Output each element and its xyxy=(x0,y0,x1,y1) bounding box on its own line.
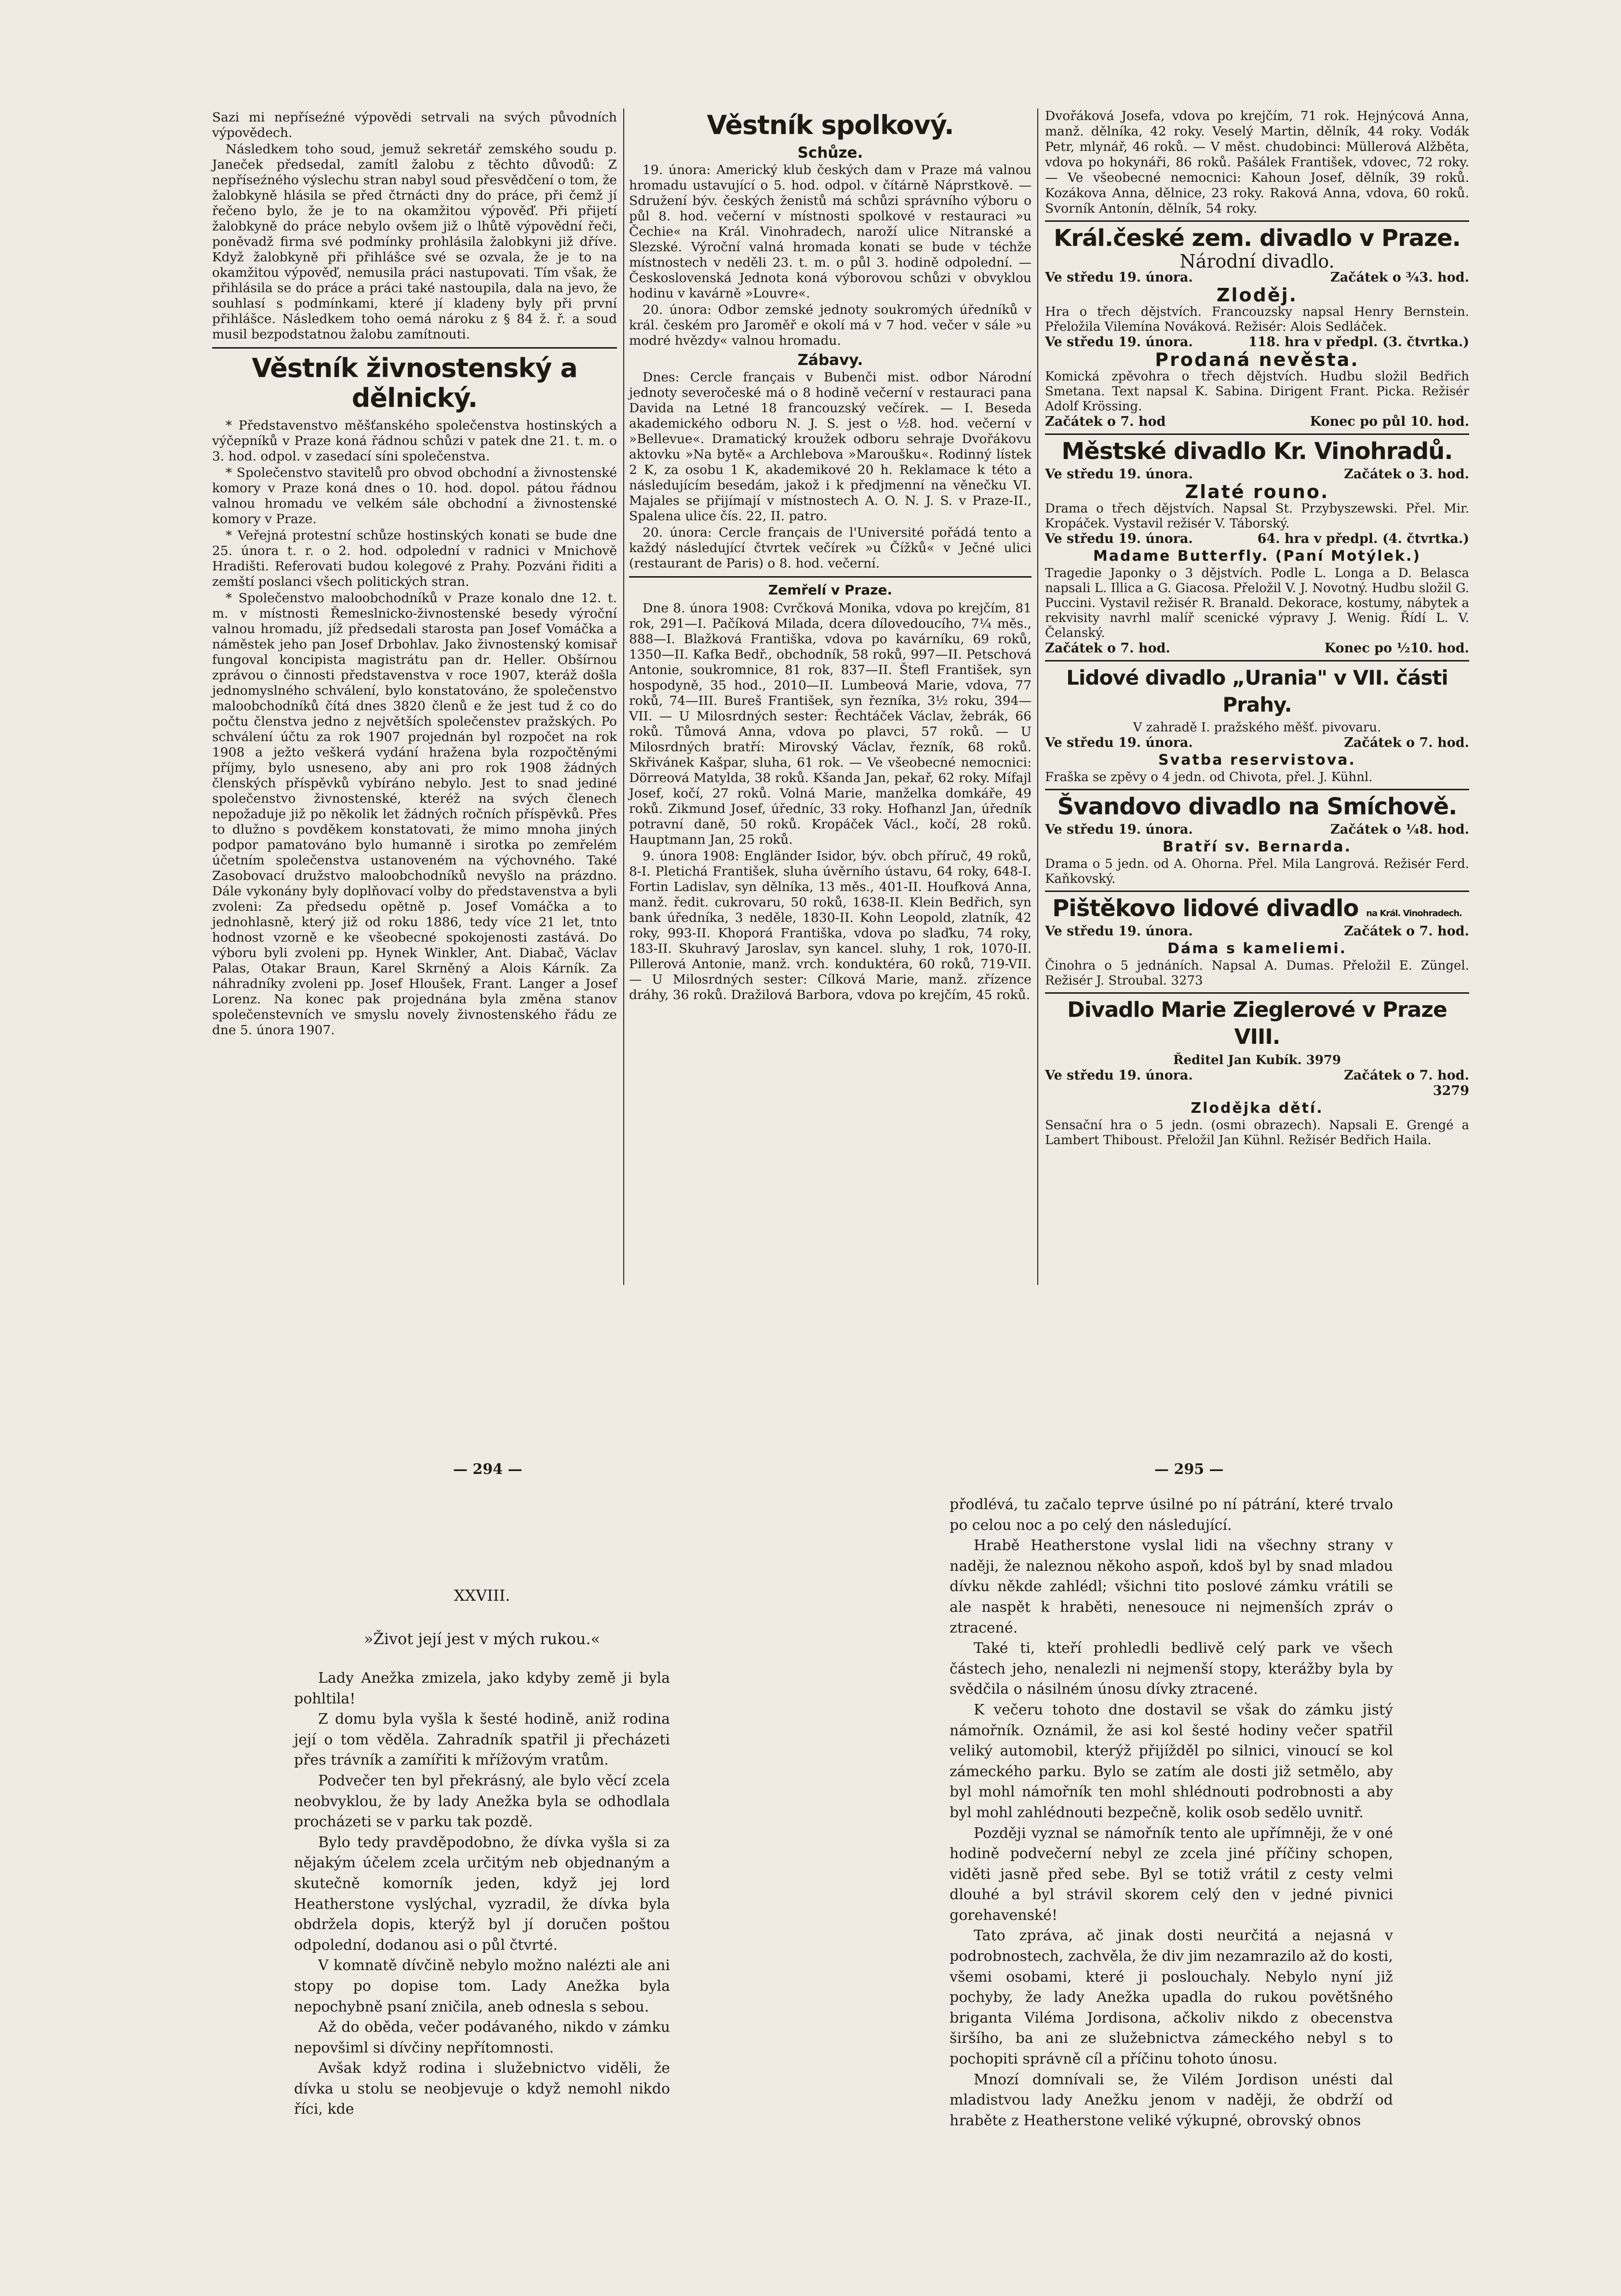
deaths-continued: Dvořáková Josefa, vdova po krejčím, 71 rok. Hejnýcová Anna, manž. dělníka, 42 roky. Veselý Martin, dělník, 44 roky. Vodák Petr, mlynář, 46 roků. — V měst. chudobinci: Müllerová Alžběta, vdova po hokynáři, 86 roků. Pašálek František, vdovec, 72 roky. — Ve všeobecné nemocnici: Kahoun Josef, dělník, 39 roků. Kozákova Anna, dělnice, 23 roky. Raková Anna, vdova, 60 roků. Svorník Antonín, dělník, 54 roky. xyxy=(1045,108,1469,216)
trade-item: * Veřejná protestní schůze hostinských konati se bude dne 25. února t. r. o 2. hod. odpolední v radnici v Mnichově Hradišti. Referovati budou kolegové z Prahy. Pozváni řiditi a zemští poslanci všech politických stran. xyxy=(212,528,617,589)
theatre-heading: Švandovo divadlo na Smíchově. xyxy=(1045,789,1469,820)
story-paragraph: Tato zpráva, ač jinak dosti neurčitá a nejasná v podrobnostech, zachvěla, že div jim nezamrazilo až do kosti, všemi osobami, které ji poslouchaly. Nebylo nyní již pochyby, že lady Anežka upadla do rukou povětšného briganta Viléma Jordisona, ačkoliv nikdo z obecenstva širšího, ba ani ze služebnictva zámeckého nebyl s to pochopiti správně cíl a příčinu tohoto únosu. xyxy=(950,1927,1393,2068)
theatre-ziegler xyxy=(1045,992,1469,1148)
story-right-column xyxy=(950,1495,1393,2129)
page-number-right: — 295 — xyxy=(1154,1461,1224,1478)
play-description: Drama o třech dějstvích. Napsal St. Przybyszewski. Přel. Mir. Kropáček. Vystavil režisér V. Táborský. xyxy=(1045,501,1469,531)
end-time: Konec po ½10. hod. xyxy=(1324,641,1469,656)
theatre-heading: Městské divadlo Kr. Vinohradů. xyxy=(1045,433,1469,465)
start-time: Začátek o 7. hod. xyxy=(1344,1068,1469,1083)
start-time: Začátek o 7. hod. xyxy=(1045,641,1170,656)
start-time: Začátek o 7. hod. xyxy=(1344,735,1469,750)
story-paragraph: Bylo tedy pravděpodobno, že dívka vyšla si za nějakým účelem zcela určitým neb objednaným a skutečně komorník jeden, když jej lord Heatherstone vyslýchal, vyzradil, že dívka byla obdržela dopis, kterýž byl jí doručen poštou odpolední, dodanou asi o půl čtvrté. xyxy=(294,1834,670,1954)
date: Ve středu 19. února. xyxy=(1045,467,1193,482)
section-title-clubs: Věstník spolkový. xyxy=(707,110,954,140)
end-time: Konec po půl 10. hod. xyxy=(1310,414,1469,429)
section-title-trade: Věstník živnostenský a dělnický. xyxy=(252,353,577,413)
play-description: Sensační hra o 5 jedn. (osmi obrazech). Napsali E. Grengé a Lambert Thiboust. Přeložil Jan Kühnl. Režisér Bedřich Haila. xyxy=(1045,1118,1469,1148)
theatre-urania xyxy=(1045,660,1469,785)
date: Ve středu 19. února. xyxy=(1045,1068,1193,1083)
start-time: Začátek o ¾3. hod. xyxy=(1330,270,1469,285)
deaths-list: Dne 8. února 1908: Cvrčková Monika, vdova po krejčím, 81 rok, 291—I. Pačíková Milada, dcera dílovedoucího, 7¼ měs., 888—I. Blažková Františka, vdova po kavárníku, 69 roků, 1350—II. Kafka Bedř., obchodník, 58 roků, 997—II. Petschová Antonie, soukromnice, 81 rok, 837—II. Štefl František, syn hospodyně, 35 hod., 2010—II. Lumbeová Marie, vdova, 77 roků, 74—III. Bureš František, syn řezníka, 3½ roku, 394—VII. — U Milosrdných sester: Řechtáček Václav, žebrák, 66 roků. Tůmová Anna, vdova po plavci, 57 roků. — U Milosrdných bratří: Mirovský Václav, řezník, 68 roků. Skřivánek Kašpar, sluha, 61 rok. — Ve všeobecné nemocnici: Dörreová Matylda, 38 roků. Kšanda Jan, pekař, 62 roky. Mífajl Josef, kočí, 27 roků. Volná Marie, manželka domkáře, 49 roků. Zikmund Josef, úředníc, 33 roky. Hofhanzl Jan, úředník potravní daně, 50 roků. Kropáček Václ., kočí, 28 roků. Hauptmann Jan, 25 roků. xyxy=(629,601,1032,847)
story-paragraph: Avšak když rodina i služebnictvo viděli, že dívka u stolu se neobjevuje o když nemohl nikdo říci, kde xyxy=(294,2060,670,2118)
play-description: Tragedie Japonky o 3 dějstvích. Podle L. Longa a D. Belasca napsali L. Illica a G. Giacosa. Přeložil V. J. Novotný. Hudbu složil G. Puccini. Vystavil režisér R. Branald. Dekorace, kostumy, nábytek a rekvisity navrhl malíř scenické výpravy J. Wenig. Řídí L. V. Čelanský. xyxy=(1045,566,1469,640)
trade-item: * Představenstvo měšťanského společenstva hostinských a výčepníků v Praze koná řádnou schůzi v patek dne 21. t. m. o 3. hod. odpol. v zasedací síni společenstva. xyxy=(212,418,617,464)
director-line: Ředitel Jan Kubík. 3979 xyxy=(1173,1053,1341,1067)
play-title: Zloděj. xyxy=(1216,284,1298,306)
play-title: Dáma s kameliemi. xyxy=(1167,940,1347,957)
play-description: Komická zpěvohra o třech dějstvích. Hudbu složil Bedřich Smetana. Text napsal K. Sabina. Dirigent Frant. Picka. Režisér Adolf Krössing. xyxy=(1045,369,1469,414)
entertainment-item: Dnes: Cercle français v Bubenči mist. odbor Národní jednoty severočeské má o 8 hodině večerní v restauraci pana Davida na Letné 18 francouzský večírek. — I. Beseda akademického odboru N. J. S. jest o ½8. hod. večerní v »Bellevue«. Dramatický kroužek odboru sehraje Dvořákovu aktovku »Na bytě« a Archlebova »Maroušku«. Rodinný lístek 2 K, za osobu 1 K, akademikové 20 h. Reklamace k této a následujícím besedám, jakož i k předjmenní na věnečku VI. Majales se přijímají v místnostech A. O. N. J. S. v Praze-II., Spalena ulice čís. 22, II. patro. xyxy=(629,370,1032,524)
theatre-heading: Divadlo Marie Zieglerové v Praze VIII. xyxy=(1045,992,1469,1051)
theatre-heading xyxy=(1045,891,1469,922)
play-description: Činohra o 5 jednáních. Napsal A. Dumas. Přeložil E. Züngel. Režisér J. Stroubal. 3273 xyxy=(1045,959,1469,988)
story-left-column xyxy=(294,1668,670,2118)
start-time: Začátek o ¼8. hod. xyxy=(1330,822,1469,837)
story-paragraph: Lady Anežka zmizela, jako kdyby země ji byla pohltila! xyxy=(294,1670,670,1707)
play-title: Zlodějka dětí. xyxy=(1191,1100,1324,1117)
theatre-heading-main: Pištěkovo lidové divadlo xyxy=(1052,895,1359,922)
date: Ve středu 19. února. xyxy=(1045,335,1193,350)
play-title: Madame Butterfly. (Paní Motýlek.) xyxy=(1093,548,1421,565)
date: Ve středu 19. února. xyxy=(1045,531,1193,546)
meeting-item: 19. února: Americký klub českých dam v Praze má valnou hromadu ustavující o 5. hod. odpol. v čítárně Náprstkově. — Sdružení býv. českých ženistů má schůzi správního výboru o půl 8. hod. večerní v místnosti spolkové v restauraci »u Čechie« na Král. Vinohradech, naroží ulice Nitranské a Slezské. Výroční valná hromada konati se bude v téchže místnostech v neděli 23. t. m. o půl 3. hodině odpolední. — Československá Jednota koná výborovou schůzi v obvyklou hodinu v kavárně »Louvre«. xyxy=(629,162,1032,301)
intro-text: Sazi mi nepříseźné výpovědi setrvali na svých původních výpovědech. xyxy=(212,110,617,140)
ad-number: 3279 xyxy=(1433,1083,1469,1098)
story-paragraph: přodlévá, tu začalo teprve úsilné po ní pátrání, které trvalo po celou noc a po celý den následující. xyxy=(950,1496,1393,1534)
play-title: Svatba reservistova. xyxy=(1158,752,1356,769)
theatre-heading-small: na Král. Vinohradech. xyxy=(1366,908,1462,918)
meeting-item: 20. února: Odbor zemské jednoty soukromých úředníků v král. českém pro Jaroměř e okolí má v 7 hod. večer v sále »u modré hvězdy« valnou hromadu. xyxy=(629,302,1032,348)
date: Ve středu 19. února. xyxy=(1045,822,1193,837)
play-description: Fraška se zpěvy o 4 jedn. od Chivota, přel. J. Kühnl. xyxy=(1045,770,1373,784)
theatre-name: Národní divadlo. xyxy=(1179,251,1335,272)
theatre-vinohrady xyxy=(1045,433,1469,656)
story-paragraph: Také ti, kteří prohledli bedlivě celý park ve všech částech jeho, nenalezli ni nejmenší stopy, kterážby byla by svědčila o násilném únosu dívky ztracené. xyxy=(950,1640,1393,1698)
trade-item: * Společenstvo maloobchodníků v Praze konalo dne 12. t. m. v místnosti Řemeslnicko-živnostenské besedy výroční valnou hromadu, jíž předsedali starosta pan Josef Vomáčka a náměstek jeho pan Josef Drbohlav. Jako živnostenský komisař fungoval koncipista magistrátu pan dr. Heller. Obšírnou zprávou o činnosti představenstva v roce 1907, kteráž došla jednomyslného schválení, bylo konstatováno, že společenstvo maloobchodníků čítá dnes 3820 členů e že jest tud ž co do počtu členstva jedno z největších společenstev pražských. Po schválení účtu za rok 1907 projednán byl rozpočet na rok 1908 a ježto veškerá vydání hražena byla rozpočtěnými příjmy, bylo usneseno, aby ani pro rok 1908 žádných členských příspěvků vybíráno nebylo. Jest to snad jediné společenstvo živnostenské, kteréž na svých členech nepožaduje již po několik let žádných ročních příspěvků. Přes to dlužno s povděkem konstatovati, že mimo mnoha jiných podpor pamatováno bylo humanně i sirotka po zemřelém účetním společenstva ustanoveném na výchovného. Také Zasobovací družstvo maloobchodníků nevyšlo na prázdno. Dále vykonány byly doplňovací volby do představenstva a byli zvoleni: Za předsedu opětně p. Josef Vomáčka a to jednohlasně, který již od roku 1886, tedy více 21 let, tnto hodnost vzorně e ke všeobecné spokojenosti zastává. Do výboru byli zvoleni pp. Hynek Winkler, Ant. Diabač, Václav Palas, Otakar Braun, Karel Skrněný a Alois Kárník. Za náhradníky zvoleni pp. Josef Hloušek, Frant. Langer a Josef Lorenz. Na konec pak projednána byla změna stanov společenstevních ve smyslu novely živnostenského řádu ze dne 5. února 1907. xyxy=(212,591,617,1038)
entertainment-heading: Zábavy. xyxy=(797,351,863,369)
right-column xyxy=(1045,108,1469,1285)
story-paragraph: Až do oběda, večer podávaného, nikdo v zámku nepovšiml si dívčiny nepřítomnosti. xyxy=(294,2019,670,2056)
play-description: Hra o třech dějstvích. Francouzsky napsal Henry Bernstein. Přeložila Vilemína Nováková. Režisér: Alois Sedláček. xyxy=(1045,305,1469,334)
divider xyxy=(212,347,617,349)
meetings-heading: Schůze. xyxy=(797,144,863,162)
date: Ve středu 19. února. xyxy=(1045,924,1193,939)
story-paragraph: Z domu byla vyšla k šesté hodině, aniž rodina její o tom věděla. Zahradník spatřil ji přecházeti přes trávník a zamířiti k mřížovým vratům. xyxy=(294,1711,670,1769)
story-paragraph: Mnozí domnívali se, že Vilém Jordison unésti dal mladistvou lady Anežku jenom v naději, že obdrží od hraběte z Heatherstone veliké výkupné, obrovský obnos xyxy=(950,2071,1393,2129)
theatre-svanda xyxy=(1045,789,1469,887)
date: Ve středu 19. února. xyxy=(1045,735,1193,750)
deaths-list: 9. února 1908: Engländer Isidor, býv. obch příruč, 49 roků, 8-I. Pletichá František, sluha úvěrního ústavu, 64 roky, 648-I. Fortin Ladislav, syn dělníka, 13 měs., 401-II. Houfková Anna, manž. ředit. cukrovaru, 50 roků, 1638-II. Klein Bedřich, syn bank úředníka, 3 neděle, 1830-II. Kohn Leopold, zlatník, 42 roky, 993-II. Khoporá Františka, vdova po slaďku, 74 roky, 183-II. Skuhravý Jaroslav, syn kancel. sluhy, 1 rok, 1070-II. Pillerová Antonie, manž. vrch. konduktéra, 60 roků, 719-VII. — U Milosrdných sester: Cílková Marie, manž. zřízence dráhy, 36 roků. Dražilová Barbora, vdova po krejčím, 45 roků. xyxy=(629,849,1032,1002)
start-time: Začátek o 7. hod xyxy=(1045,414,1166,429)
trade-item: * Společenstvo stavitelů pro obvod obchodní a živnostenské komory v Praze koná dnes o 10. hod. dopol. pátou řádnou valnou hromadu ve velkém sále obchodní a živnostenské komory v Praze. xyxy=(212,465,617,527)
entertainment-item: 20. února: Cercle français de l'Université pořádá tento a každý následující čtvrtek večírek »u Čížků« v Ječné ulici (restaurant de Paris) o 8. hod. večerní. xyxy=(629,525,1032,571)
theatre-pistek xyxy=(1045,891,1469,988)
play-title: Zlaté rouno. xyxy=(1185,481,1329,502)
story-paragraph: K večeru tohoto dne dostavil se však do zámku jistý námořník. Oznámil, že asi kol šesté hodiny večer spatřil veliký automobil, kterýž přijížděl po silnici, vinoucí se kol zámeckého parku. Bylo se zatím ale dosti již setmělo, aby byl mohl námořník ten mohl shlédnouti podrobnosti a aby byl mohl zahlédnouti bezpečně, kolik osob sedělo uvnitř. xyxy=(950,1701,1393,1821)
theatre-heading: Král.české zem. divadlo v Praze. xyxy=(1045,220,1469,252)
start-time: Začátek o 7. hod. xyxy=(1344,924,1469,939)
theatre-place: V zahradě I. pražského měšť. pivovaru. xyxy=(1133,720,1381,735)
theatre-national xyxy=(1045,220,1469,430)
theatre-heading: Lidové divadlo „Urania" v VII. části Prahy. xyxy=(1045,660,1469,718)
court-paragraph: Následkem toho soud, jemuž sekretář zemského soudu p. Janeček předsedal, zamítl žalobu z těchto důvodů: Z nepříseźného výslechu stran nabyl soud přesvědčení o tom, že žalobkyně hlásila se před čtrnácti dny do práce, při čemž jí řečeno bylo, že je to na okamžitou výpověď. Při přijetí žalobkyně do práce nebylo ovšem již o lhůtě výpovědní řeči, poněvadž firma své podmínky prohlásila žalobkyni již dříve. Když žalobkyně při přihlášce své se ozvala, že je to na okamžitou výpověď, nemusila práci nastupovati. Tím však, že přihlásila se do práce a práci také nastoupila, dala na jevo, že souhlasí s podmínkami, které jí kladeny byly při první přihlášce. Následkem toho oemá nároku z § 84 ž. ř. a soud musil bezpodstatnou žalobu zamítnouti. xyxy=(212,142,617,342)
story-paragraph: Podvečer ten byl překrásný, ale bylo věcí zcela neobvyklou, že by lady Anežka byla se odhodlala procházeti se v parku tak pozdě. xyxy=(294,1772,670,1831)
subscription-note: 118. hra v předpl. (3. čtvrtka.) xyxy=(1248,335,1469,350)
column-divider xyxy=(623,108,624,1285)
page-number-left: — 294 — xyxy=(453,1461,522,1478)
middle-column xyxy=(629,108,1032,1285)
chapter-subtitle: »Život její jest v mých rukou.« xyxy=(363,1630,601,1648)
story-paragraph: Později vyznal se námořník tento ale upřímněji, že v oné hodině podvečerní nebyl ze zcela jiné příčiny schopen, viděti jasně před sebe. Byl se totiž vrátil z cesty velmi dlouhé a byl strávil skorem celý den v jedné pivnici gorehavenské! xyxy=(950,1824,1393,1924)
left-column xyxy=(212,110,617,1286)
divider xyxy=(629,576,1032,578)
date: Ve středu 19. února. xyxy=(1045,270,1193,285)
subscription-note: 64. hra v předpl. (4. čtvrtka.) xyxy=(1257,531,1469,546)
play-title: Prodaná nevěsta. xyxy=(1155,349,1359,370)
play-title: Bratří sv. Bernarda. xyxy=(1162,838,1352,855)
deaths-heading: Zemřelí v Praze. xyxy=(768,582,893,598)
story-paragraph: Hrabě Heatherstone vyslal lidi na všechny strany v naději, že naleznou někoho aspoň, kdoš byl by snad mladou dívku někde zahlédl; všichni tito poslové zámku vrátili se ale naspět k hraběti, nenesouce ni nejmenších zpráv o ztracené. xyxy=(950,1537,1393,1636)
chapter-number: XXVIII. xyxy=(454,1586,510,1605)
story-paragraph: V komnatě dívčině nebylo možno nalézti ale ani stopy po dopise tom. Lady Anežka byla nepochybně psaní zničila, aneb odnesla s sebou. xyxy=(294,1957,670,2015)
column-divider xyxy=(1037,108,1038,1285)
start-time: Začátek o 3. hod. xyxy=(1344,467,1469,482)
play-description: Drama o 5 jedn. od A. Ohorna. Přel. Mila Langrová. Režisér Ferd. Kaňkovský. xyxy=(1045,857,1469,886)
